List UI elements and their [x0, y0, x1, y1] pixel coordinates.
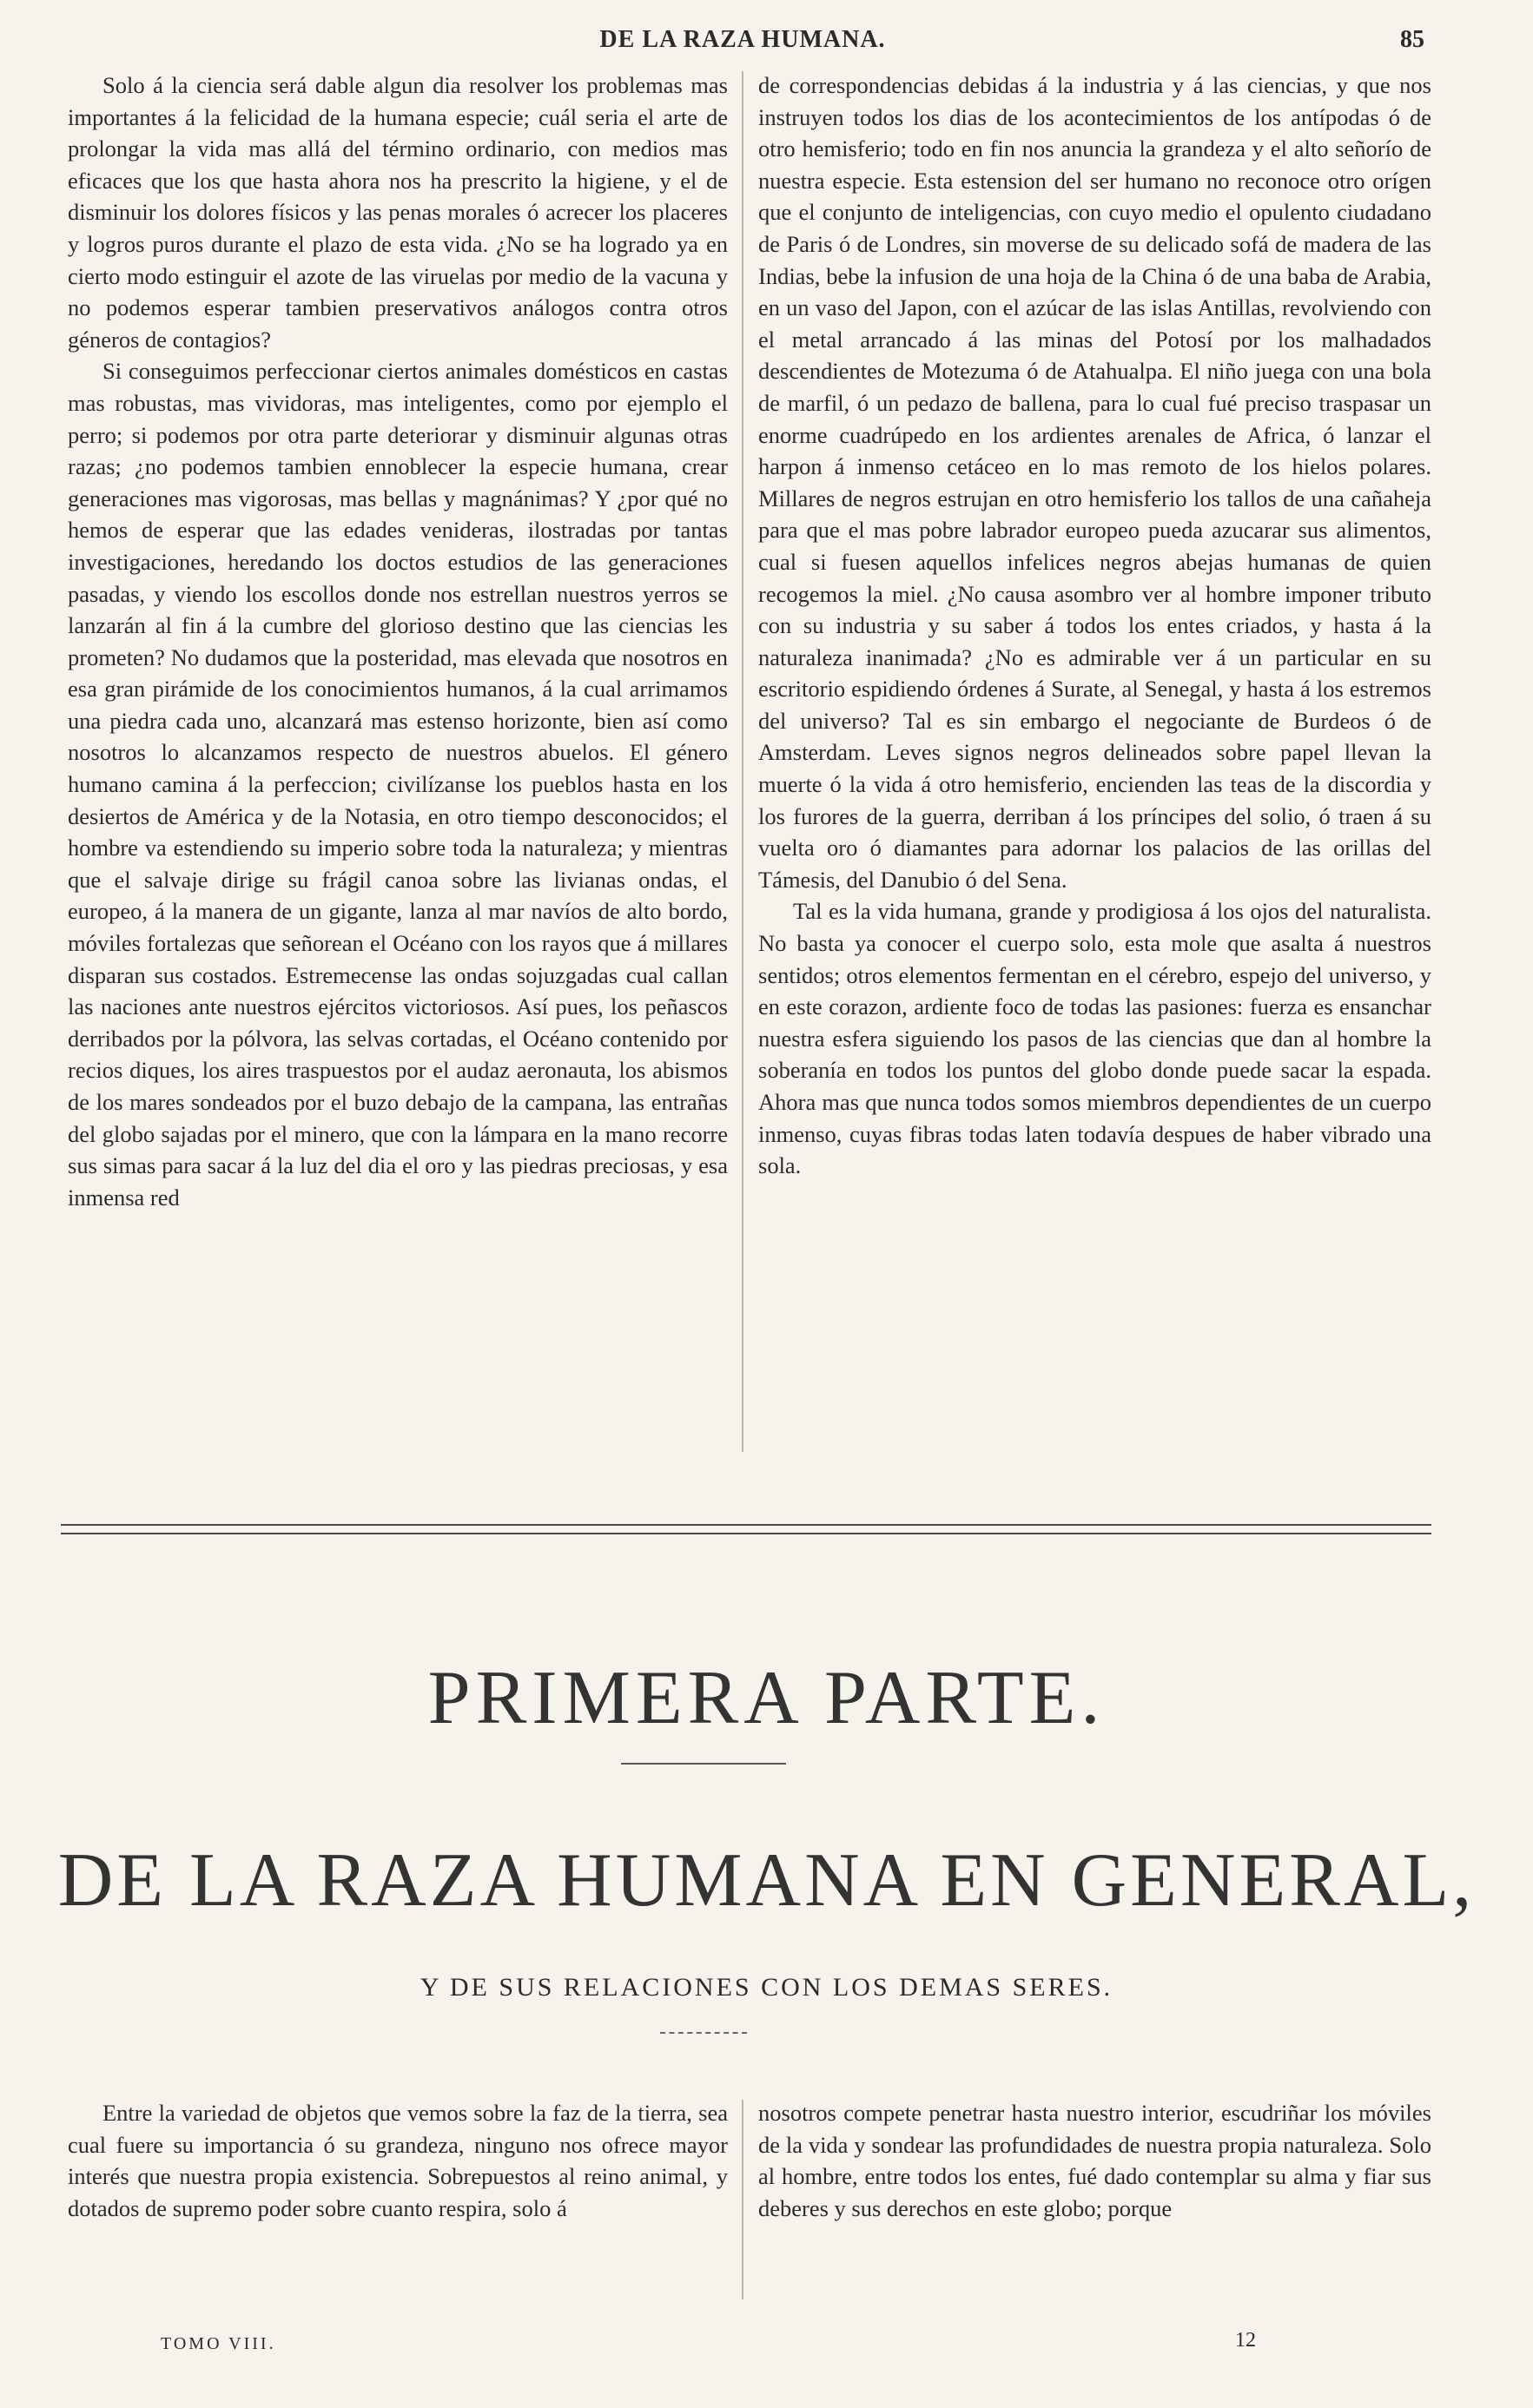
volume-signature: TOMO VIII. [161, 2334, 276, 2353]
column-divider [742, 71, 743, 1452]
section-title: DE LA RAZA HUMANA EN GENERAL, [57, 1838, 1476, 1923]
top-right-column [758, 69, 1431, 1459]
title-rule [621, 1763, 786, 1765]
bottom-left-column [68, 2097, 728, 2306]
section-subtitle: Y DE SUS RELACIONES CON LOS DEMAS SERES. [420, 1973, 1113, 2002]
paragraph: Entre la variedad de objetos que vemos sobre la faz de la tierra, sea cual fuere su importancia ó su grandeza, ninguno nos ofrece mayor interés que nuestra propia existencia. Sobrepuestos al reino animal, y dotados de supremo poder sobre cuanto respira, solo á [68, 2100, 728, 2221]
running-title: DE LA RAZA HUMANA. [599, 26, 886, 53]
part-title: PRIMERA PARTE. [427, 1656, 1106, 1740]
column-divider [742, 2100, 743, 2299]
page-header [61, 26, 1424, 61]
subtitle-rule [660, 2032, 747, 2035]
paragraph: de correspondencias debidas á la industria y á las ciencias, y que nos instruyen todos los dias de los acontecimientos de los antípodas ó de otro hemisferio; todo en fin nos anuncia la grandeza y el alto señorío de nuestra especie. Esta estension del ser humano no reconoce otro orígen que el conjunto de inteligencias, con cuyo medio el opulento ciudadano de Paris ó de Londres, sin moverse de su delicado sofá de madera de las Indias, bebe la infusion de una hoja de la China ó de una baba de Arabia, en un vaso del Japon, con el azúcar de las islas Antillas, revolviendo con el metal arrancado á las minas del Potosí por los malhadados descendientes de Motezuma ó de Atahualpa. El niño juega con una bola de marfil, ó un pedazo de ballena, para lo cual fué preciso traspasar un enorme cuadrúpedo en los ardientes arenales de Africa, ó lanzar el harpon á inmenso cetáceo en lo mas remoto de los hielos polares. Millares de negros estrujan en otro hemisferio los tallos de una cañaheja para que el mas pobre labrador europeo pueda azucarar sus alimentos, cual si fuesen aquellos infelices negros abejas humanas de quien recogemos la miel. ¿No causa asombro ver al hombre imponer tributo con su industria y su saber á todos los entes criados, y hasta á la naturaleza inanimada? ¿No es admirable ver á un particular en su escritorio espidiendo órdenes á Surate, al Senegal, y hasta á los estremos del universo? Tal es sin embargo el negociante de Burdeos ó de Amsterdam. Leves signos negros delineados sobre papel llevan la muerte ó la vida á otro hemisferio, encienden las teas de la discordia y los furores de la guerra, derriban á los príncipes del solio, ó traen á su vuelta oro ó diamantes para adornar los palacios de las orillas del Támesis, del Danubio ó del Sena. [758, 72, 1431, 893]
top-left-column [68, 69, 728, 1459]
paragraph: Solo á la ciencia será dable algun dia resolver los problemas mas importantes á la felicidad de la humana especie; cuál seria el arte de prolongar la vida mas allá del término ordinario, con medios mas eficaces que los que hasta ahora nos ha prescrito la higiene, y el de disminuir los dolores físicos y las penas morales ó acrecer los placeres y logros puros durante el plazo de esta vida. ¿No se ha logrado ya en cierto modo estinguir el azote de las viruelas por medio de la vacuna y no podemos esperar tambien preservativos análogos contra otros géneros de contagios? [68, 72, 728, 353]
paragraph: Tal es la vida humana, grande y prodigiosa á los ojos del naturalista. No basta ya conocer el cuerpo solo, esta mole que asalta á nuestros sentidos; otros elementos fermentan en el cérebro, espejo del universo, y en este corazon, ardiente foco de todas las pasiones: fuerza es ensanchar nuestra esfera siguiendo los pasos de las ciencias que dan al hombre la soberanía en todos los puntos del globo donde puede sacar la espada. Ahora mas que nunca todos somos miembros dependientes de un cuerpo inmenso, cuyas fibras todas laten todavía despues de haber vibrado una sola. [758, 898, 1431, 1179]
section-separator [61, 1524, 1431, 1534]
folio-number: 12 [1235, 2329, 1256, 2352]
bottom-right-column [758, 2097, 1431, 2306]
paragraph: Si conseguimos perfeccionar ciertos animales domésticos en castas mas robustas, mas vividoras, mas inteligentes, como por ejemplo el perro; si podemos por otra parte deteriorar y disminuir algunas otras razas; ¿no podemos tambien ennoblecer la especie humana, crear generaciones mas vigorosas, mas bellas y magnánimas? Y ¿por qué no hemos de esperar que las edades venideras, ilostradas por tantas investigaciones, heredando los doctos estudios de las generaciones pasadas, y viendo los escollos donde nos estrellan nuestros yerros se lanzarán al fin á la cumbre del glorioso destino que las ciencias les prometen? No dudamos que la posteridad, mas elevada que nosotros en esa gran pirámide de los conocimientos humanos, á la cual arrimamos una piedra cada uno, alcanzará mas estenso horizonte, bien así como nosotros lo alcanzamos respecto de nuestros abuelos. El género humano camina á la perfeccion; civilízanse los pueblos hasta en los desiertos de América y de la Notasia, en otro tiempo desconocidos; el hombre va estendiendo su imperio sobre toda la naturaleza; y mientras que el salvaje dirige su frágil canoa sobre las livianas ondas, el europeo, á la manera de un gigante, lanza al mar navíos de alto bordo, móviles fortalezas que señorean el Océano con los rayos que á millares disparan sus costados. Estremecense las ondas sojuzgadas cual callan las naciones ante nuestros ejércitos victoriosos. Así pues, los peñascos derribados por la pólvora, las selvas cortadas, el Océano contenido por recios diques, los aires traspuestos por el audaz aeronauta, los abismos de los mares sondeados por el buzo debajo de la campana, las entrañas del globo sajadas por el minero, que con la lámpara en la mano recorre sus simas para sacar á la luz del dia el oro y las piedras preciosas, y esa inmensa red [68, 358, 728, 1211]
page-number: 85 [1400, 26, 1424, 53]
paragraph: nosotros compete penetrar hasta nuestro interior, escudriñar los móviles de la vida y sondear las profundidades de nuestra propia naturaleza. Solo al hombre, entre todos los entes, fué dado contemplar su alma y fiar sus deberes y sus derechos en este globo; porque [758, 2100, 1431, 2221]
